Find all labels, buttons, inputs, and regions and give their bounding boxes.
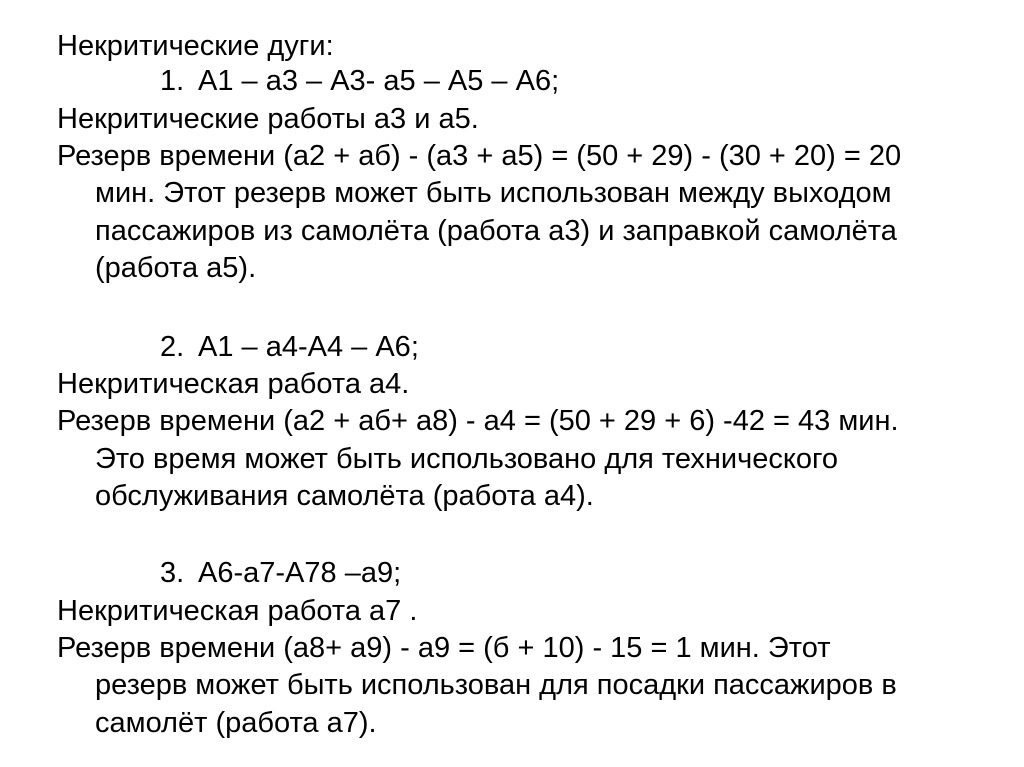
section-2-reserve-line-1: Резерв времени (а2 + аб+ а8) - а4 = (50 + 29 + 6) -42 = 43 мин. — [57, 405, 899, 437]
section-3-path: А6-а7-А78 –а9; — [198, 557, 402, 589]
section-1-reserve-line-2: мин. Этот резерв может быть использован между выходом — [95, 177, 892, 209]
heading: Некритические дуги: — [57, 30, 334, 62]
section-1-path: А1 – а3 – А3- а5 – А5 – А6; — [198, 65, 560, 97]
section-2-reserve-line-2: Это время может быть использовано для технического — [95, 443, 839, 475]
section-1-number: 1. — [160, 65, 185, 97]
section-2-path-item — [160, 330, 419, 364]
section-2-noncritical: Некритическая работа а4. — [57, 368, 410, 400]
section-3-noncritical: Некритическая работа а7 . — [57, 595, 418, 627]
section-1-reserve-line-1: Резерв времени (а2 + аб) - (а3 + а5) = (50 + 29) - (30 + 20) = 20 — [57, 140, 902, 172]
section-1-path-item — [160, 64, 559, 98]
section-3-reserve-line-1: Резерв времени (а8+ а9) - а9 = (б + 10) - 15 = 1 мин. Этот — [57, 632, 831, 664]
section-1-reserve-line-3: пассажиров из самолёта (работа а3) и заправкой самолёта — [95, 215, 897, 247]
section-3-path-item — [160, 556, 401, 590]
section-2-path: А1 – а4-А4 – А6; — [198, 331, 419, 363]
section-2-number: 2. — [160, 331, 185, 363]
section-1-noncritical: Некритические работы а3 и а5. — [57, 103, 479, 135]
section-3-reserve-line-2: резерв может быть использован для посадки пассажиров в — [95, 669, 897, 701]
section-2-reserve-line-3: обслуживания самолёта (работа а4). — [95, 480, 594, 512]
section-3-reserve-line-3: самолёт (работа а7). — [95, 707, 377, 739]
section-1-reserve-line-4: (работа а5). — [95, 252, 257, 284]
section-3-number: 3. — [160, 557, 185, 589]
